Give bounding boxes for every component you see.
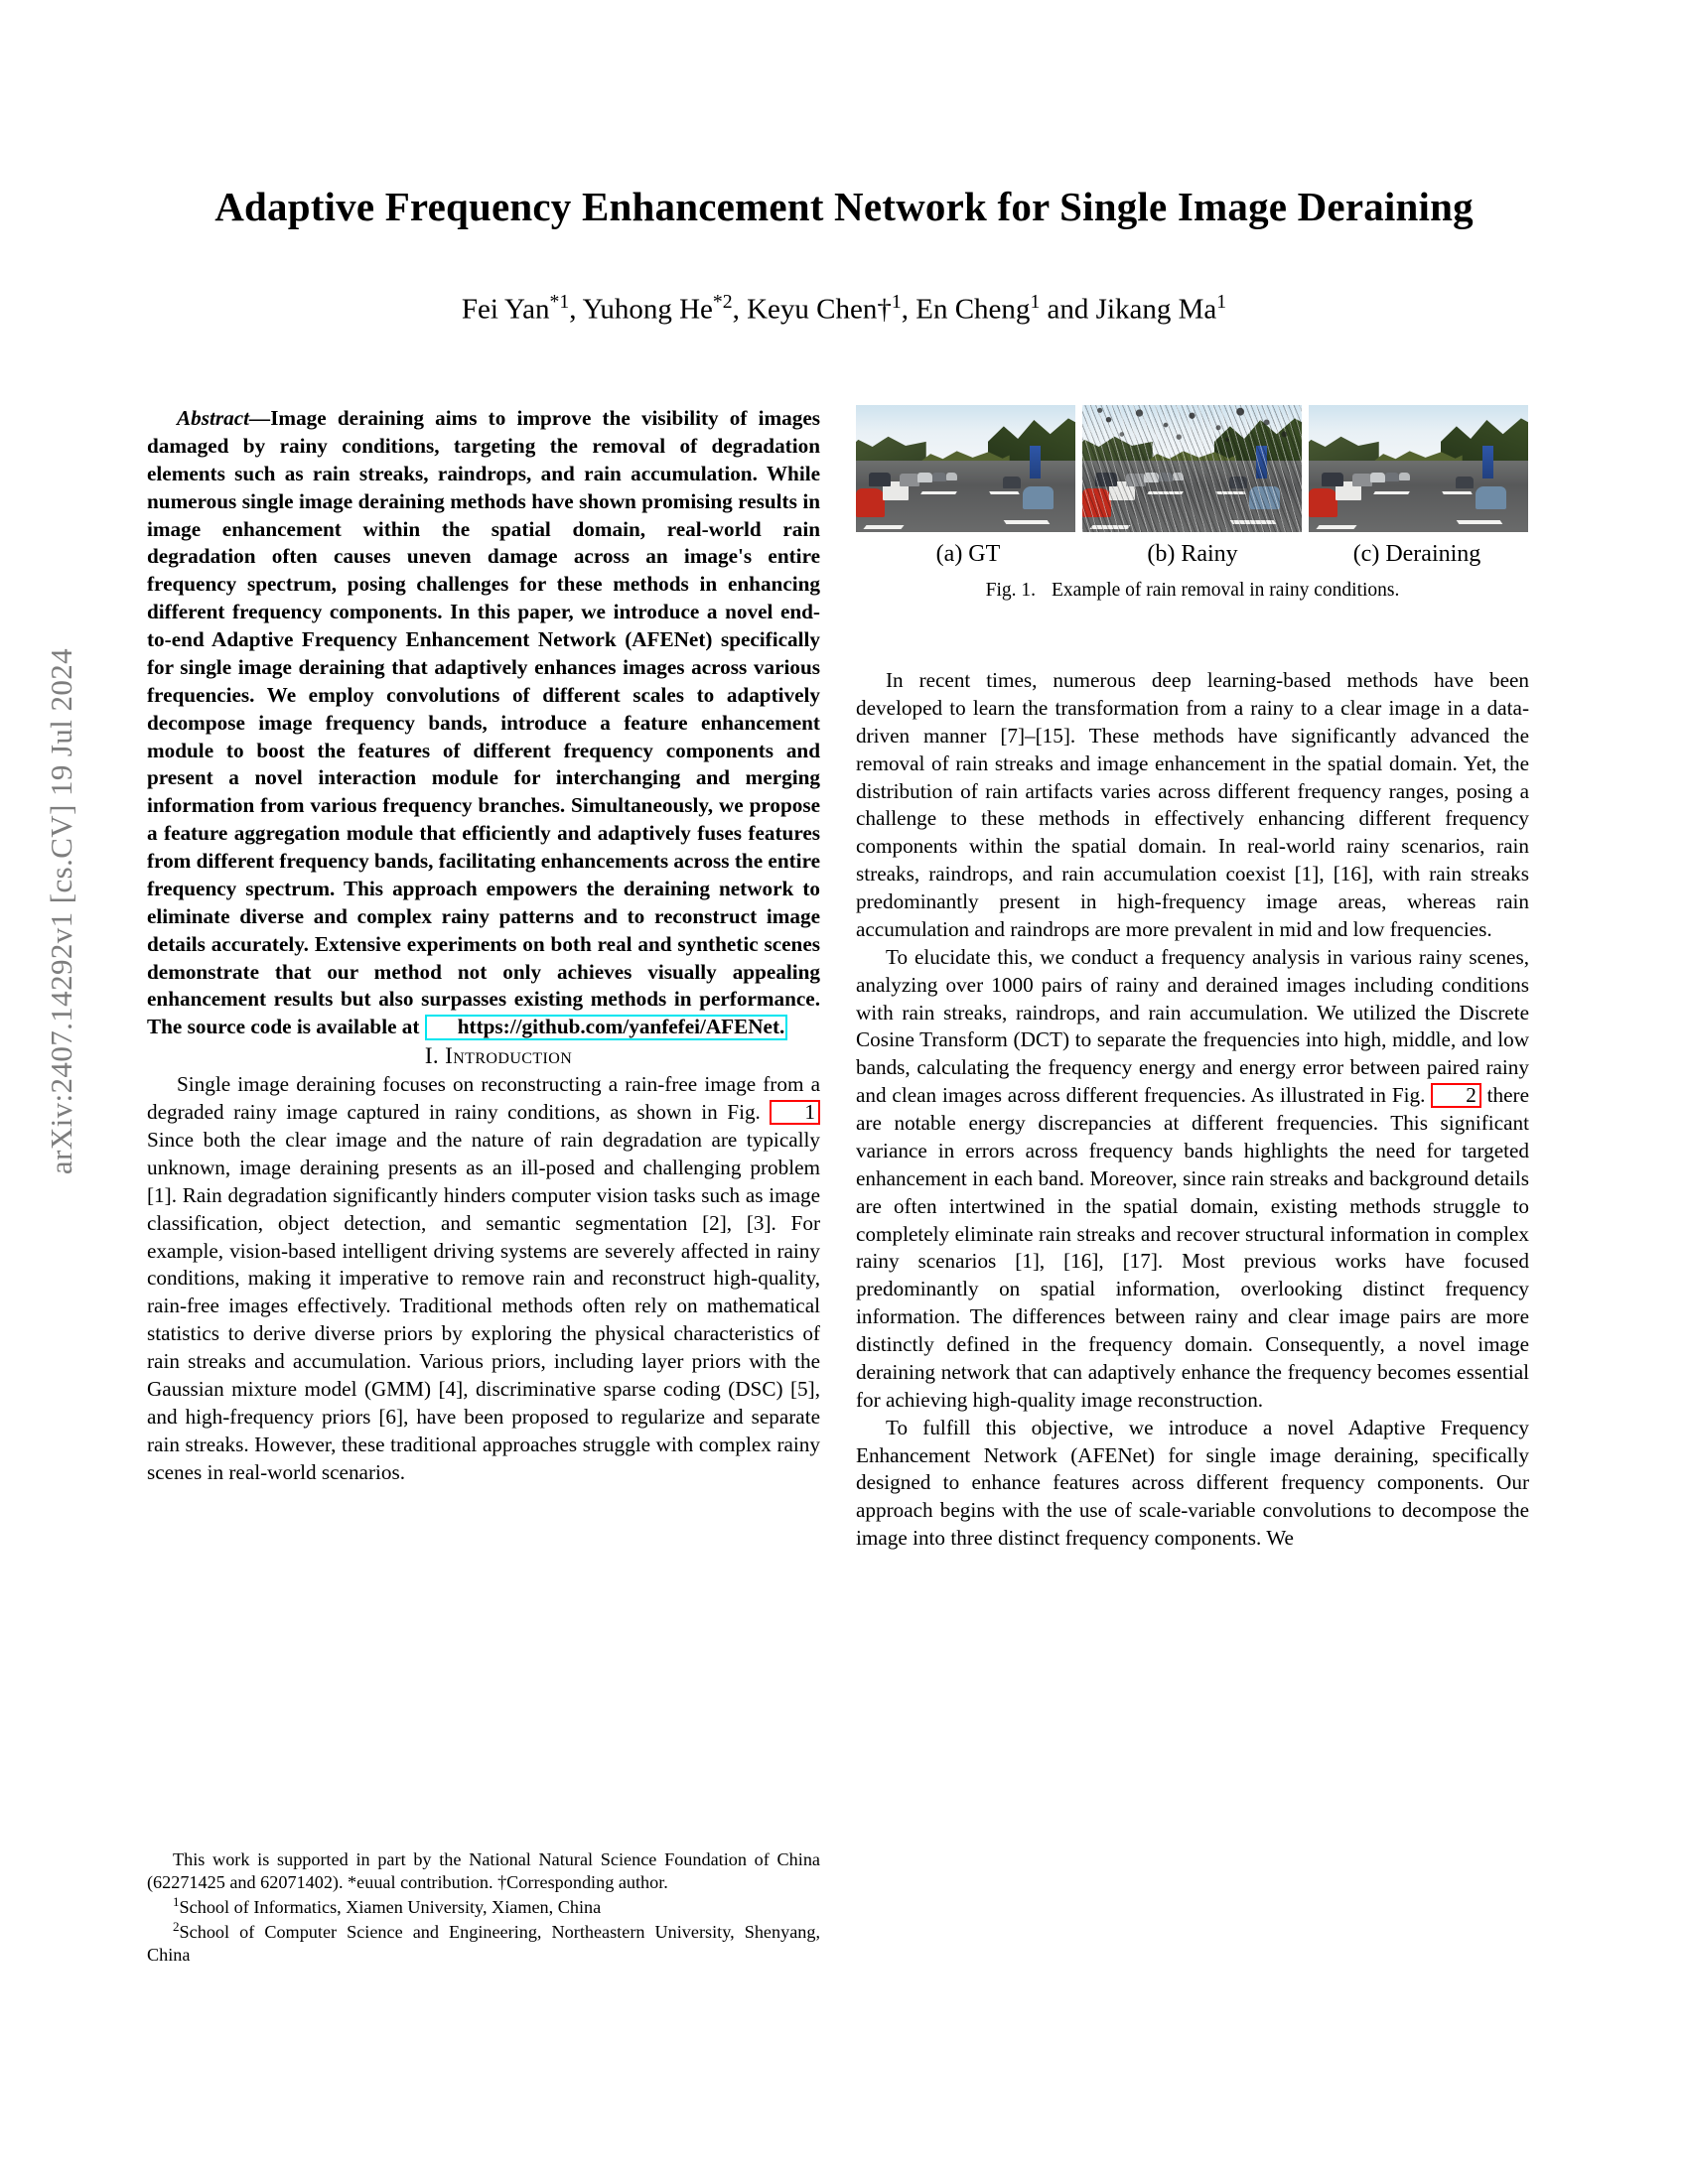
figure-1-image-row: [856, 405, 1529, 532]
figure-1: [856, 405, 1529, 602]
lane-marking: [1316, 525, 1356, 529]
author-2-affiliation-marker: *2: [712, 291, 733, 313]
figure-1-sublabel-b: (b) Rainy: [1147, 541, 1238, 567]
arxiv-stamp: arXiv:2407.14292v1 [cs.CV] 19 Jul 2024: [44, 647, 78, 1175]
left-column: [147, 405, 820, 1486]
figure-1-caption-text: Example of rain removal in rainy conditions.: [1052, 580, 1400, 601]
car: [1003, 477, 1021, 489]
author-4-name: , En Cheng: [901, 293, 1031, 326]
footnote-funding: This work is supported in part by the National Natural Science Foundation of China (62271425 and 62071402). *euual contribution. †Corresponding author.: [147, 1849, 820, 1892]
figure-1-sublabels: [856, 541, 1529, 568]
figure-1-caption: [856, 580, 1529, 602]
car: [946, 473, 957, 480]
car: [917, 473, 932, 482]
right-p2-part-a: To elucidate this, we conduct a frequency analysis in various rainy scenes, analyzing over 1000 pairs of rainy and derained images including conditions with rain streaks, raindrops, and rain accumulation. We utilized the Discrete Cosine Transform (DCT) to separate the frequencies into high, middle, and low bands, calculating the frequency energy and energy error between paired rainy and clean images across different frequencies. As illustrated in Fig.: [856, 944, 1529, 1108]
author-3-affiliation-marker: 1: [891, 291, 902, 313]
car: [869, 473, 891, 486]
footnote-affiliation-1: [147, 1894, 820, 1919]
figure-1-image-rainy: [1082, 405, 1302, 532]
car: [856, 488, 885, 516]
right-paragraph-1: In recent times, numerous deep learning-based methods have been developed to learn the transformation from a rainy to a clear image in a data-driven manner [7]–[15]. These methods have significantly advanced the removal of rain streaks and image enhancement in the spatial domain. Yet, the distribution of rain artifacts varies across different frequency ranges, posing a challenge to these methods in effectively enhancing different frequency components within the spatial domain. In real-world rainy scenarios, rain streaks, raindrops, and rain accumulation coexist [1], [16], with rain streaks predominantly present in high-frequency image areas, whereas rain accumulation and raindrops are more prevalent in mid and low frequencies.: [856, 668, 1529, 941]
intro-p1-part-b: Since both the clear image and the nature of rain degradation are typically unknown, image deraining presents as an ill-posed and challenging problem [1]. Rain degradation significantly hinders computer vision tasks such as image classification, object detection, and semantic segmentation [2], [3]. For example, vision-based intelligent driving systems are severely affected in rainy conditions, making it imperative to remove rain and reconstruct high-quality, rain-free images effectively. Traditional methods often rely on mathematical statistics to derive diverse priors by exploring the physical characteristics of rain streaks and accumulation. Various priors, including layer priors with the Gaussian mixture model (GMM) [4], discriminative sparse coding (DSC) [5], and high-frequency priors [6], have been proposed to regularize and separate rain streaks. However, these traditional approaches struggle with complex rainy scenes in real-world scenarios.: [147, 1128, 820, 1484]
source-code-url-link[interactable]: https://github.com/yanfefei/AFENet.: [425, 1015, 788, 1040]
car: [1456, 477, 1474, 489]
right-paragraph-2: [856, 944, 1529, 1415]
author-2-name: , Yuhong He: [569, 293, 713, 326]
footnote-block: [147, 1848, 820, 1967]
author-list: [139, 290, 1549, 329]
lane-marking: [1457, 520, 1503, 524]
right-column: [856, 667, 1529, 1553]
author-4-affiliation-marker: 1: [1030, 291, 1041, 313]
lane-marking: [920, 491, 957, 494]
figure-1-sublabel-a: (a) GT: [935, 541, 1001, 567]
car: [1399, 473, 1410, 480]
author-3-name: , Keyu Chen†: [732, 293, 892, 326]
author-1-name: Fei Yan: [461, 293, 550, 326]
abstract-body: Image deraining aims to improve the visibility of images damaged by rainy conditions, targeting the removal of degradation elements such as rain streaks, raindrops, and rain accumulation. While numerous single image deraining methods have shown promising results in image enhancement within the spatial domain, real-world rain degradation often causes uneven damage across an image's entire frequency spectrum, posing challenges for these methods in enhancing different frequency components. In this paper, we introduce a novel end-to-end Adaptive Frequency Enhancement Network (AFENet) specifically for single image deraining that adaptively enhances images across various frequencies. We employ convolutions of different scales to adaptively decompose image frequency bands, introduce a feature enhancement module to boost the features of different frequency components and present a novel interaction module for interchanging and merging information from various frequency branches. Simultaneously, we propose a feature aggregation module that efficiently and adaptively fuses features from different frequency bands, facilitating enhancements across the entire frequency spectrum. This approach empowers the deraining network to eliminate diverse and complex rainy patterns and to reconstruct image details accurately. Extensive experiments on both real and synthetic scenes demonstrate that our method not only achieves visually appealing enhancement results but also surpasses existing methods in performance. The source code is available at: [147, 406, 820, 1039]
figure-1-reference-link[interactable]: 1: [770, 1100, 820, 1125]
car: [1370, 473, 1385, 482]
figure-1-image-deraining: [1309, 405, 1528, 532]
author-1-affiliation-marker: *1: [549, 291, 570, 313]
abstract-label: Abstract—: [177, 406, 271, 430]
page-title: Adaptive Frequency Enhancement Network for Single Image Deraining: [214, 184, 1474, 229]
car: [1385, 473, 1398, 481]
car: [1023, 486, 1054, 509]
figure-1-caption-number: Fig. 1.: [985, 580, 1036, 601]
lane-marking: [989, 491, 1019, 494]
author-5-name: and Jikang Ma: [1040, 293, 1217, 326]
figure-1-sublabel-c: (c) Deraining: [1352, 541, 1481, 567]
lane-marking: [1442, 491, 1472, 494]
abstract-paragraph: [147, 405, 820, 1041]
right-paragraph-3: To fulfill this objective, we introduce a novel Adaptive Frequency Enhancement Network (AFENet) for single image deraining, specifically designed to enhance features across different frequency components. Our approach begins with the use of scale-variable convolutions to decompose the image into three distinct frequency components. We: [856, 1415, 1529, 1551]
right-p2-part-b: there are notable energy discrepancies at different frequencies. This significant variance in errors across frequency bands highlights the need for targeted enhancement in each band. Moreover, since rain streaks and background details are often intertwined in the spatial domain, existing methods struggle to completely eliminate rain streaks and recover structural information in complex rainy scenarios [1], [16], [17]. Most previous works have focused predominantly on spatial information, overlooking distinct frequency information. The differences between rainy and clear image pairs are more distinctly defined in the frequency domain. Consequently, a novel image deraining network that can adaptively enhance the frequency becomes essential for achieving high-quality image reconstruction.: [856, 1083, 1529, 1412]
car: [932, 473, 945, 481]
car: [1309, 488, 1337, 516]
footnote-1-marker: 1: [173, 1893, 180, 1909]
figure-2-reference-link[interactable]: 2: [1431, 1083, 1481, 1108]
raindrop-overlay: [1082, 405, 1302, 472]
lane-marking: [1373, 491, 1410, 494]
footnote-1-text: School of Informatics, Xiamen University, Xiamen, China: [179, 1896, 602, 1917]
car: [1476, 486, 1506, 509]
author-5-affiliation-marker: 1: [1216, 291, 1227, 313]
intro-p1-part-a: Single image deraining focuses on reconstructing a rain-free image from a degraded rainy image captured in rainy conditions, as shown in Fig.: [147, 1072, 820, 1125]
footnote-affiliation-2: [147, 1919, 820, 1967]
intro-paragraph-1: [147, 1071, 820, 1486]
footnote-2-marker: 2: [173, 1918, 180, 1934]
lane-marking: [863, 525, 904, 529]
road-sign: [1482, 446, 1493, 478]
footnote-2-text: School of Computer Science and Engineering, Northeastern University, Shenyang, China: [147, 1921, 820, 1965]
car: [1322, 473, 1343, 486]
lane-marking: [1004, 520, 1051, 524]
road-sign: [1030, 446, 1041, 478]
section-heading-introduction: I. Introduction: [424, 1043, 573, 1069]
figure-1-image-gt: [856, 405, 1075, 532]
